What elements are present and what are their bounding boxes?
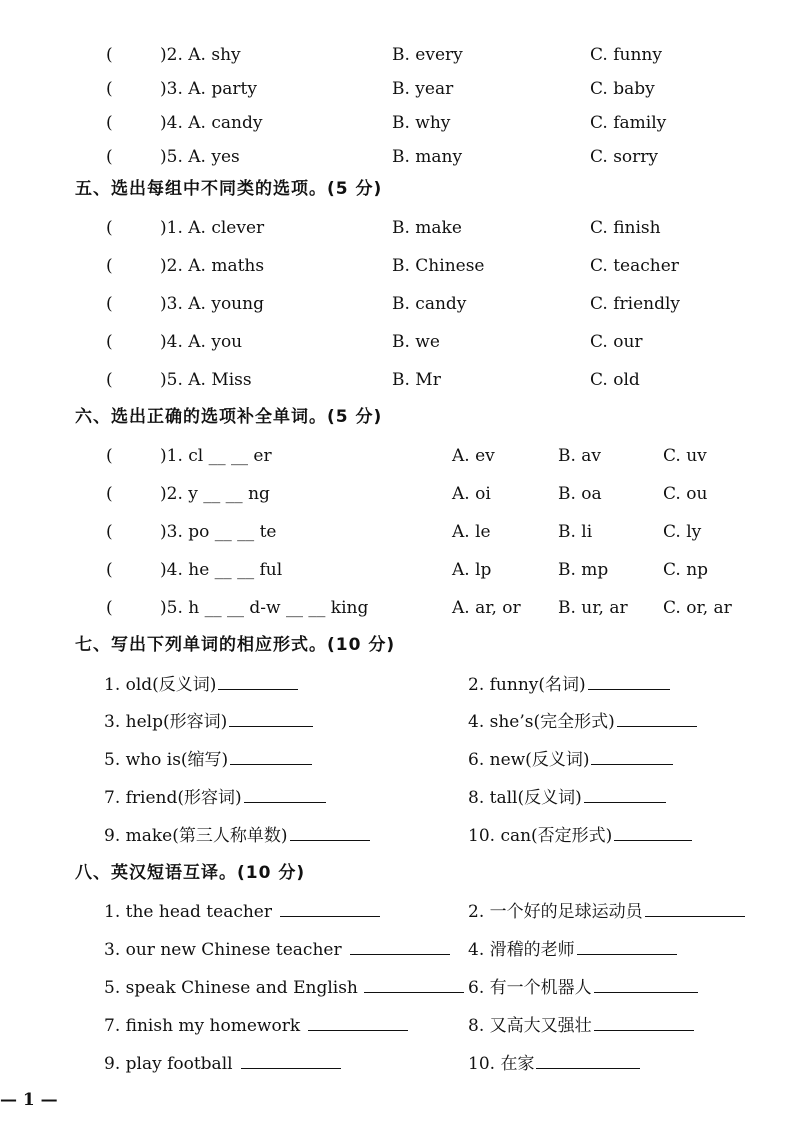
item-prompt: 10. can(否定形式) — [468, 826, 613, 846]
option-b: B. why — [392, 113, 451, 133]
option-b: B. we — [392, 332, 440, 352]
item-prompt: 4. 滑稽的老师 — [468, 940, 575, 960]
fill-item — [468, 669, 670, 699]
question-word: )5. h __ __ d-w __ __ king — [160, 598, 369, 618]
option-c: C. ly — [663, 522, 702, 542]
question-word: )4. he __ __ ful — [160, 560, 283, 580]
option-c: C. uv — [663, 446, 707, 466]
answer-paren[interactable]: ( — [106, 484, 113, 504]
option-a: A. oi — [452, 484, 491, 504]
answer-paren[interactable]: ( — [106, 522, 113, 542]
answer-blank[interactable] — [591, 744, 673, 765]
option-a: )1. A. clever — [160, 218, 265, 238]
answer-paren[interactable]: ( — [106, 332, 113, 352]
fill-item — [104, 744, 312, 774]
answer-blank[interactable] — [536, 1048, 640, 1069]
answer-blank[interactable] — [229, 706, 313, 727]
answer-paren[interactable]: ( — [106, 294, 113, 314]
item-prompt: 2. 一个好的足球运动员 — [468, 902, 643, 922]
option-a: )5. A. yes — [160, 147, 240, 167]
item-prompt: 1. old(反义词) — [104, 675, 217, 695]
option-a: )4. A. candy — [160, 113, 263, 133]
option-a: )4. A. you — [160, 332, 243, 352]
option-c: C. ou — [663, 484, 708, 504]
answer-blank[interactable] — [584, 782, 666, 803]
fill-item — [104, 1048, 341, 1078]
section7-title: 七、写出下列单词的相应形式。(10 分) — [75, 635, 396, 655]
option-a: A. le — [452, 522, 491, 542]
fill-item — [468, 706, 697, 736]
question-word: )3. po __ __ te — [160, 522, 277, 542]
option-b: B. year — [392, 79, 454, 99]
option-a: )3. A. young — [160, 294, 264, 314]
option-a: )5. A. Miss — [160, 370, 252, 390]
fill-item — [104, 820, 370, 850]
fill-item — [468, 934, 677, 964]
question-word: )1. cl __ __ er — [160, 446, 272, 466]
option-c: C. sorry — [590, 147, 659, 167]
answer-paren[interactable]: ( — [106, 79, 113, 99]
question-word: )2. y __ __ ng — [160, 484, 270, 504]
fill-item — [468, 744, 673, 774]
answer-paren[interactable]: ( — [106, 256, 113, 276]
item-prompt: 3. help(形容词) — [104, 712, 228, 732]
item-prompt: 2. funny(名词) — [468, 675, 586, 695]
answer-blank[interactable] — [617, 706, 697, 727]
option-a: )2. A. maths — [160, 256, 265, 276]
option-b: B. mp — [558, 560, 609, 580]
item-prompt: 5. speak Chinese and English — [104, 978, 358, 998]
option-c: C. baby — [590, 79, 655, 99]
answer-paren[interactable]: ( — [106, 370, 113, 390]
option-a: A. ar, or — [452, 598, 521, 618]
answer-blank[interactable] — [308, 1010, 408, 1031]
fill-item — [104, 1010, 408, 1040]
answer-paren[interactable]: ( — [106, 598, 113, 618]
answer-blank[interactable] — [218, 669, 298, 690]
item-prompt: 8. 又高大又强壮 — [468, 1016, 592, 1036]
option-c: C. family — [590, 113, 667, 133]
answer-paren[interactable]: ( — [106, 446, 113, 466]
item-prompt: 3. our new Chinese teacher — [104, 940, 342, 960]
answer-paren[interactable]: ( — [106, 147, 113, 167]
fill-item — [468, 1010, 694, 1040]
fill-item — [104, 934, 450, 964]
option-b: B. make — [392, 218, 462, 238]
option-c: C. teacher — [590, 256, 679, 276]
fill-item — [468, 782, 666, 812]
answer-blank[interactable] — [594, 972, 698, 993]
fill-item — [104, 972, 464, 1002]
fill-item — [104, 706, 313, 736]
option-c: C. our — [590, 332, 643, 352]
fill-item — [104, 782, 326, 812]
option-b: B. Mr — [392, 370, 441, 390]
item-prompt: 6. 有一个机器人 — [468, 978, 592, 998]
option-c: C. friendly — [590, 294, 680, 314]
item-prompt: 9. play football — [104, 1054, 233, 1074]
option-a: A. lp — [452, 560, 492, 580]
fill-item — [468, 972, 698, 1002]
section6-title: 六、选出正确的选项补全单词。(5 分) — [75, 407, 383, 427]
section8-title: 八、英汉短语互译。(10 分) — [75, 863, 306, 883]
option-b: B. Chinese — [392, 256, 485, 276]
option-c: C. np — [663, 560, 709, 580]
item-prompt: 9. make(第三人称单数) — [104, 826, 288, 846]
answer-blank[interactable] — [350, 934, 450, 955]
answer-blank[interactable] — [280, 896, 380, 917]
option-b: B. ur, ar — [558, 598, 628, 618]
answer-paren[interactable]: ( — [106, 218, 113, 238]
option-c: C. funny — [590, 45, 662, 65]
item-prompt: 8. tall(反义词) — [468, 788, 582, 808]
option-a: )2. A. shy — [160, 45, 241, 65]
option-a: A. ev — [452, 446, 495, 466]
answer-paren[interactable]: ( — [106, 45, 113, 65]
fill-item — [468, 820, 692, 850]
answer-blank[interactable] — [290, 820, 370, 841]
option-b: B. candy — [392, 294, 467, 314]
option-b: B. many — [392, 147, 463, 167]
answer-paren[interactable]: ( — [106, 113, 113, 133]
item-prompt: 1. the head teacher — [104, 902, 272, 922]
option-c: C. old — [590, 370, 640, 390]
option-b: B. li — [558, 522, 593, 542]
option-a: )3. A. party — [160, 79, 257, 99]
fill-item — [468, 1048, 640, 1078]
item-prompt: 6. new(反义词) — [468, 750, 590, 770]
item-prompt: 4. she’s(完全形式) — [468, 712, 615, 732]
fill-item — [104, 669, 298, 699]
fill-item — [104, 896, 380, 926]
answer-blank[interactable] — [594, 1010, 694, 1031]
option-b: B. av — [558, 446, 602, 466]
answer-blank[interactable] — [588, 669, 670, 690]
section5-title: 五、选出每组中不同类的选项。(5 分) — [75, 179, 383, 199]
item-prompt: 10. 在家 — [468, 1054, 535, 1074]
answer-blank[interactable] — [614, 820, 692, 841]
option-c: C. or, ar — [663, 598, 732, 618]
fill-item — [468, 896, 745, 926]
answer-blank[interactable] — [241, 1048, 341, 1069]
page-number: — 1 — — [0, 1090, 58, 1110]
answer-blank[interactable] — [230, 744, 312, 765]
answer-blank[interactable] — [645, 896, 745, 917]
answer-blank[interactable] — [364, 972, 464, 993]
answer-blank[interactable] — [244, 782, 326, 803]
item-prompt: 7. finish my homework — [104, 1016, 301, 1036]
option-c: C. finish — [590, 218, 661, 238]
option-b: B. every — [392, 45, 463, 65]
answer-paren[interactable]: ( — [106, 560, 113, 580]
option-b: B. oa — [558, 484, 602, 504]
answer-blank[interactable] — [577, 934, 677, 955]
item-prompt: 5. who is(缩写) — [104, 750, 229, 770]
item-prompt: 7. friend(形容词) — [104, 788, 242, 808]
